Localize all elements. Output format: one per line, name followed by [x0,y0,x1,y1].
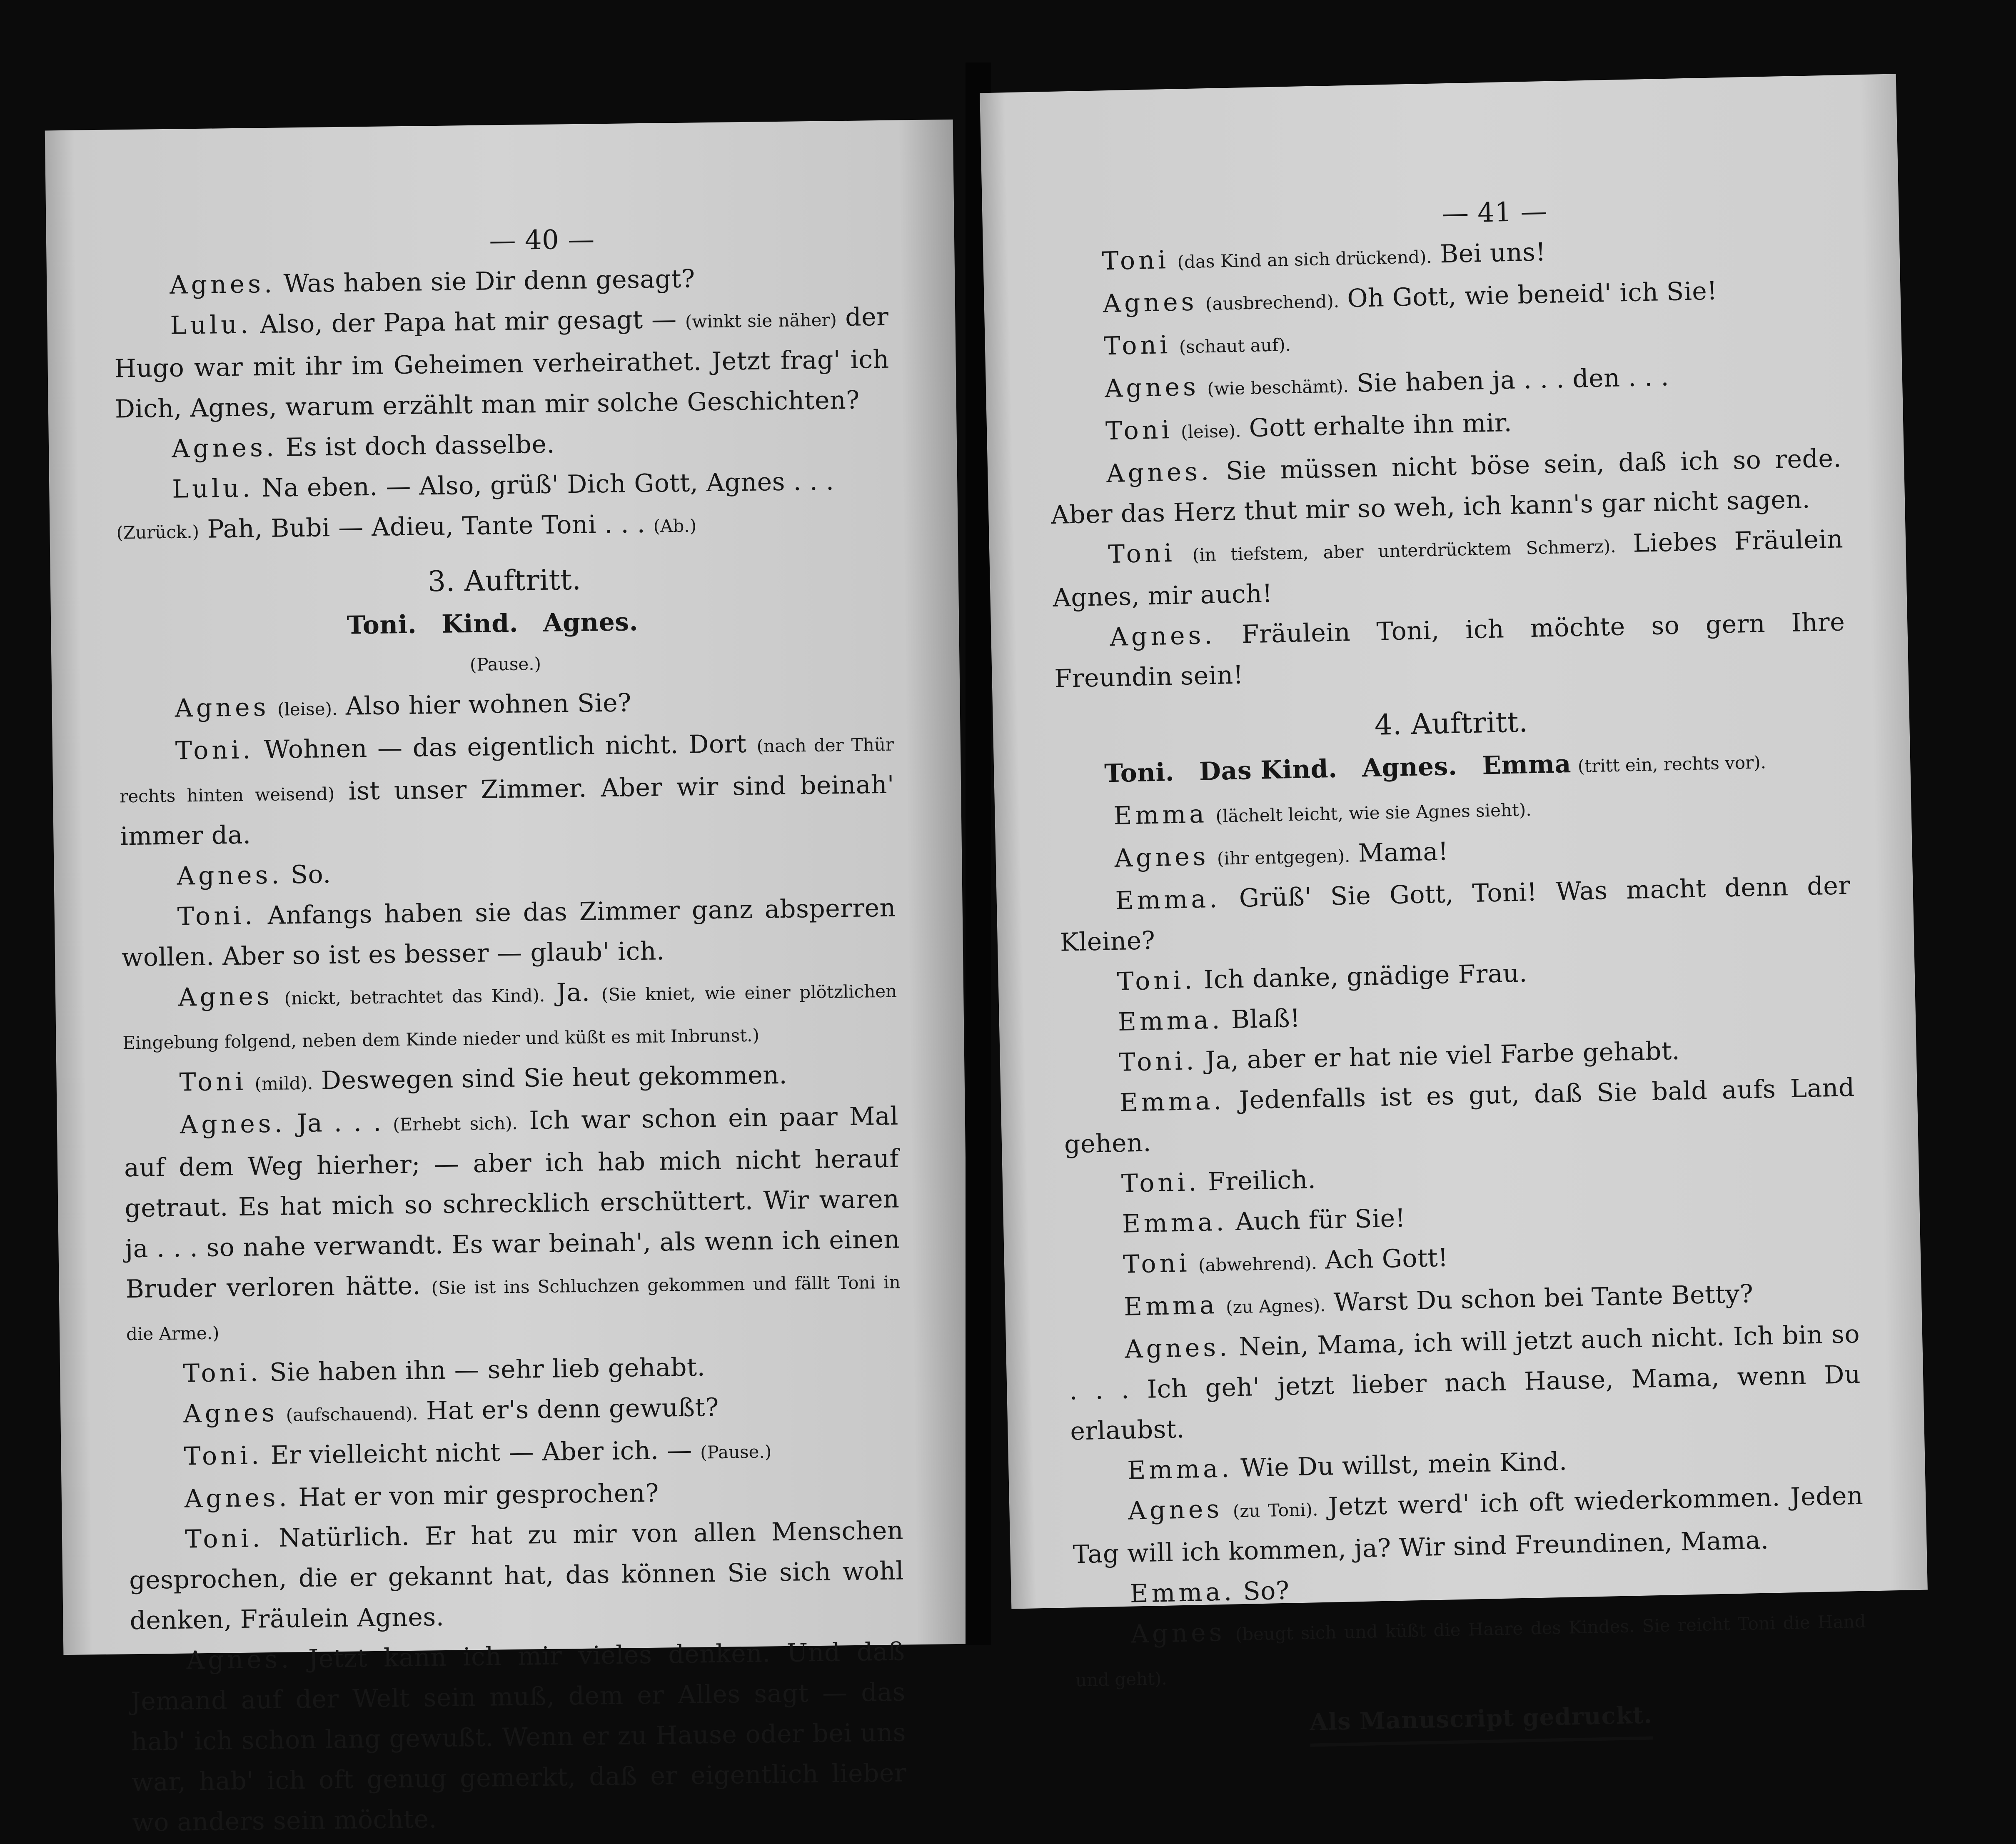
scene-title: 3. Auftritt. [427,563,581,599]
dialogue-line: Agnes. Jetzt kann ich mir vieles denken. Und daß Jemand auf der Welt sein muß, dem er Alles sagt — das hab' ich schon lang gewußt. Wenn er zu Hause oder bei uns war, hab' ich oft genug gemerkt, daß er eigentlich lieber wo anders sein möchte. [130,1637,907,1838]
dialogue-line: Agnes. Was haben sie Dir denn gesagt? [169,264,696,300]
dialogue-line: Agnes. Fräulein Toni, ich möchte so gern Ihre Freundin sein! [1054,607,1845,694]
dialogue-line: Toni. Er vielleicht nicht — Aber ich. — (Pause.) [184,1435,772,1471]
dialogue-line: Emma. So? [1129,1576,1290,1609]
dialogue-line: Emma. Auch für Sie! [1122,1203,1406,1239]
dialogue-line: Agnes. Es ist doch dasselbe. [171,429,555,464]
dialogue-line: Agnes (nickt, betrachtet das Kind). Ja. (Sie kniet, wie einer plötzlichen Eingebung folgend, neben dem Kinde nieder und küßt es mit Inbrunst.) [122,978,897,1053]
dialogue-line: Agnes (wie beschämt). Sie haben ja . . . den . . . [1104,362,1669,404]
dialogue-line: Agnes. Nein, Mama, ich will jetzt auch nicht. Ich bin so . . . Ich geh' jetzt lieber nach Hause, Mama, wenn Du erlaubst. [1069,1319,1861,1446]
dialogue-line: Toni. Wohnen — das eigentlich nicht. Dort (nach der Thür rechts hinten weisend) ist unser Zimmer. Aber wir sind beinah' immer da. [119,729,895,851]
dialogue-line: Agnes (zu Toni). Jetzt werd' ich oft wiederkommen. Jeden Tag will ich kommen, ja? Wir sind Freundinen, Mama. [1072,1481,1864,1570]
page-number: — 40 — [489,224,595,257]
dialogue-line: Toni (in tiefstem, aber unterdrücktem Schmerz). Liebes Fräulein Agnes, mir auch! [1052,524,1844,613]
dialogue-line: Emma. Grüß' Sie Gott, Toni! Was macht denn der Kleine? [1060,871,1851,957]
right-page-text [1045,185,1869,1752]
page-number: — 41 — [1442,196,1548,230]
cast-list: Toni. Kind. Agnes. [347,607,639,640]
dialogue-line: Emma. Jedenfalls ist es gut, daß Sie bald aufs Land gehen. [1064,1073,1855,1159]
dialogue-line: Toni (das Kind an sich drückend). Bei uns! [1101,237,1546,276]
dialogue-line: Agnes. Sie müssen nicht böse sein, daß ich so rede. Aber das Herz thut mir so weh, ich kann's gar nicht sagen. [1050,444,1842,530]
dialogue-line: Toni (abwehrend). Ach Gott! [1123,1243,1449,1279]
cast-list: Toni. Das Kind. Agnes. Emma (tritt ein, rechts vor). [1104,749,1766,789]
left-page [45,120,972,1838]
dialogue-line: Agnes. Hat er von mir gesprochen? [184,1478,659,1514]
dialogue-line: Toni. Anfangs haben sie das Zimmer ganz absperren wollen. Aber so ist es besser — glaub' ich. [121,893,896,973]
stage-direction: (Pause.) [469,653,541,675]
dialogue-line: Emma. Wie Du willst, mein Kind. [1127,1447,1568,1485]
dialogue-line: Agnes (leise). Also hier wohnen Sie? [175,688,632,723]
dialogue-line: Toni (mild). Deswegen sind Sie heut gekommen. [179,1060,788,1097]
dialogue-line: Emma. Blaß! [1118,1003,1301,1037]
dialogue-line: Toni. Ja, aber er hat nie viel Farbe gehabt. [1118,1036,1680,1077]
dialogue-line: (Zurück.) Pah, Bubi — Adieu, Tante Toni . . . (Ab.) [116,509,697,544]
dialogue-line: Agnes (beugt sich und küßt die Haare des Kindes. Sie reicht Toni die Hand und geht). [1075,1611,1866,1691]
dialogue-line: Agnes (aufschauend). Hat er's denn gewußt? [183,1392,719,1429]
left-page-text [113,216,907,1843]
dialogue-line: Agnes. So. [177,860,332,891]
dialogue-line: Toni (leise). Gott erhalte ihn mir. [1105,408,1512,446]
dialogue-line: Emma (lächelt leicht, wie sie Agnes sieht). [1113,799,1532,831]
dialogue-line: Agnes (ausbrechend). Oh Gott, wie beneid' ich Sie! [1103,276,1718,319]
dialogue-line: Toni (schaut auf). [1103,330,1291,361]
printed-manuscript-note: Als Manuscript gedruckt. [1309,1695,1653,1747]
dialogue-line: Agnes (ihr entgegen). Mama! [1114,837,1449,873]
dialogue-line: Emma (zu Agnes). Warst Du schon bei Tante Betty? [1123,1279,1754,1322]
dialogue-line: Toni. Freilich. [1121,1165,1316,1198]
dialogue-line: Toni. Natürlich. Er hat zu mir von allen Menschen gesprochen, die er gekannt hat, das können Sie sich wohl denken, Fräulein Agnes. [129,1516,904,1636]
dialogue-line: Lulu. Also, der Papa hat mir gesagt — (winkt sie näher) der Hugo war mit ihr im Geheimen verheirathet. Jetzt frag' ich Dich, Agnes, warum erzählt man mir solche Geschichten? [114,302,890,424]
dialogue-line: Lulu. Na eben. — Also, grüß' Dich Gott, Agnes . . . [172,467,834,504]
dialogue-line: Toni. Sie haben ihn — sehr lieb gehabt. [182,1352,706,1388]
dialogue-line: Agnes. Ja . . . (Erhebt sich). Ich war schon ein paar Mal auf dem Weg hierher; — aber ich hab mich nicht herauf getraut. Es hat mich so schrecklich erschüttert. Wir waren ja . . . so nahe verwandt. Es war beinah', als wenn ich einen Bruder verloren hätte. (Sie ist ins Schluchzen gekommen und fällt Toni in die Arme.) [124,1101,901,1345]
scene-title: 4. Auftritt. [1374,706,1529,742]
right-page [980,74,1928,1736]
dialogue-line: Toni. Ich danke, gnädige Frau. [1117,958,1528,996]
